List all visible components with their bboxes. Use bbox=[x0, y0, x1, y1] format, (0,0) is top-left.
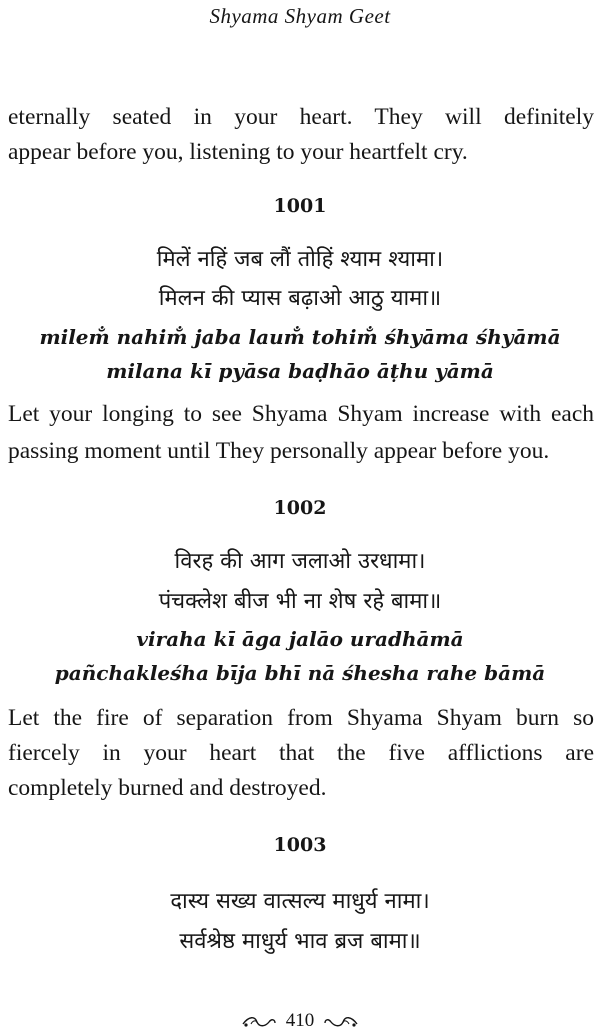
right-ornament-icon bbox=[323, 1014, 359, 1030]
verse-explanation-line: Let the fire of separation from Shyama Shyam burn so bbox=[8, 705, 594, 731]
verse-devanagari-line: मिलन की प्यास बढ़ाओ आठु यामा॥ bbox=[158, 286, 442, 311]
verse-transliteration-line: pañchakleśha bīja bhī nā śhesha rahe bāmā bbox=[54, 661, 546, 685]
verse-devanagari-line: पंचक्लेश बीज भी ना शेष रहे बामा॥ bbox=[158, 589, 442, 614]
left-ornament-icon bbox=[241, 1014, 277, 1030]
verse-explanation-line: passing moment until They personally appear before you. bbox=[8, 438, 550, 464]
running-head: Shyama Shyam Geet bbox=[209, 4, 391, 28]
verse-explanation-line: Let your longing to see Shyama Shyam increase with each bbox=[8, 401, 594, 427]
verse-number: 1001 bbox=[273, 195, 327, 217]
verse-devanagari-line: विरह की आग जलाओ उरधामा। bbox=[174, 549, 426, 574]
verse-number: 1002 bbox=[273, 497, 327, 519]
verse-devanagari-line: मिलें नहिं जब लौं तोहिं श्याम श्यामा। bbox=[156, 247, 444, 272]
verse-transliteration-line: viraha kī āga jalāo uradhāmā bbox=[136, 627, 464, 651]
continuation-line: eternally seated in your heart. They will definitely bbox=[8, 104, 594, 130]
verse-explanation-line: fiercely in your heart that the five afflictions are bbox=[8, 740, 594, 766]
verse-devanagari-line: दास्य सख्य वात्सल्य माधुर्य नामा। bbox=[170, 889, 430, 914]
continuation-line: appear before you, listening to your heartfelt cry. bbox=[8, 139, 468, 165]
verse-number: 1003 bbox=[273, 834, 327, 856]
verse-transliteration-line: milem̐ nahim̐ jaba laum̐ tohim̐ śhyāma śhyāmā bbox=[39, 325, 561, 349]
verse-devanagari-line: सर्वश्रेष्ठ माधुर्य भाव ब्रज बामा॥ bbox=[179, 929, 421, 954]
verse-transliteration-line: milana kī pyāsa baḍhāo āṭhu yāmā bbox=[106, 359, 494, 383]
page-footer bbox=[0, 1010, 600, 1032]
verse-explanation-line: completely burned and destroyed. bbox=[8, 775, 327, 801]
page-number: 410 bbox=[285, 1010, 315, 1031]
